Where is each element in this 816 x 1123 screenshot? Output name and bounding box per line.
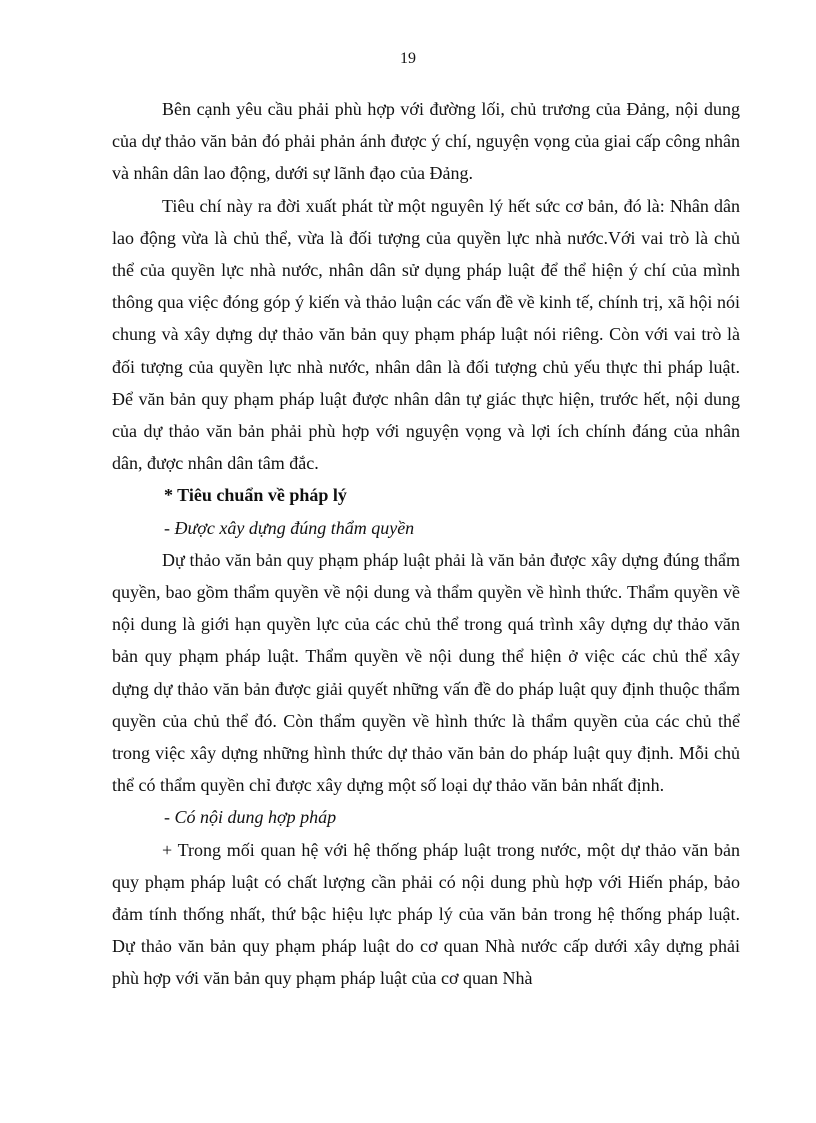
subheading: - Được xây dựng đúng thẩm quyền [164, 517, 415, 538]
section-heading: * Tiêu chuẩn về pháp lý [164, 485, 347, 506]
subheading: - Có nội dung hợp pháp [164, 807, 337, 828]
paragraph: + Trong mối quan hệ với hệ thống pháp luật trong nước, một dự thảo văn bản quy phạm pháp luật có chất lượng cần phải có nội dung phù hợp với Hiến pháp, bảo đảm tính thống nhất, thứ bậc hiệu lực pháp lý của văn bản trong hệ thống pháp luật. Dự thảo văn bản quy phạm pháp luật do cơ quan Nhà nước cấp dưới xây dựng phải phù hợp với văn bản quy phạm pháp luật của cơ quan Nhà [112, 839, 740, 989]
paragraph: Tiêu chí này ra đời xuất phát từ một nguyên lý hết sức cơ bản, đó là: Nhân dân lao động vừa là chủ thể, vừa là đối tượng của quyền lực nhà nước.Với vai trò là chủ thể của quyền lực nhà nước, nhân dân sử dụng pháp luật để thể hiện ý chí của mình thông qua việc đóng góp ý kiến và thảo luận các vấn đề về kinh tế, chính trị, xã hội nói chung và xây dựng dự thảo văn bản quy phạm pháp luật nói riêng. Còn với vai trò là đối tượng của quyền lực nhà nước, nhân dân là đối tượng chủ yếu thực thi pháp luật. Để văn bản quy phạm pháp luật được nhân dân tự giác thực hiện, trước hết, nội dung của dự thảo văn bản phải phù hợp với nguyện vọng và lợi ích chính đáng của nhân dân, được nhân dân tâm đắc. [112, 195, 740, 474]
paragraph: Bên cạnh yêu cầu phải phù hợp với đường lối, chủ trương của Đảng, nội dung của dự thảo văn bản đó phải phản ánh được ý chí, nguyện vọng của giai cấp công nhân và nhân dân lao động, dưới sự lãnh đạo của Đảng. [112, 99, 740, 184]
paragraph: Dự thảo văn bản quy phạm pháp luật phải là văn bản được xây dựng đúng thẩm quyền, bao gồm thẩm quyền về nội dung và thẩm quyền về hình thức. Thẩm quyền về nội dung là giới hạn quyền lực của các chủ thể trong quá trình xây dựng dự thảo văn bản quy phạm pháp luật. Thẩm quyền về nội dung thể hiện ở việc các chủ thể xây dựng dự thảo văn bản được giải quyết những vấn đề do pháp luật quy định thuộc thẩm quyền của chủ thể đó. Còn thẩm quyền về hình thức là thẩm quyền của các chủ thể trong việc xây dựng những hình thức dự thảo văn bản do pháp luật quy định. Mỗi chủ thể có thẩm quyền chỉ được xây dựng một số loại dự thảo văn bản nhất định. [112, 549, 740, 796]
document-body [112, 93, 740, 995]
page-number: 19 [400, 50, 416, 67]
